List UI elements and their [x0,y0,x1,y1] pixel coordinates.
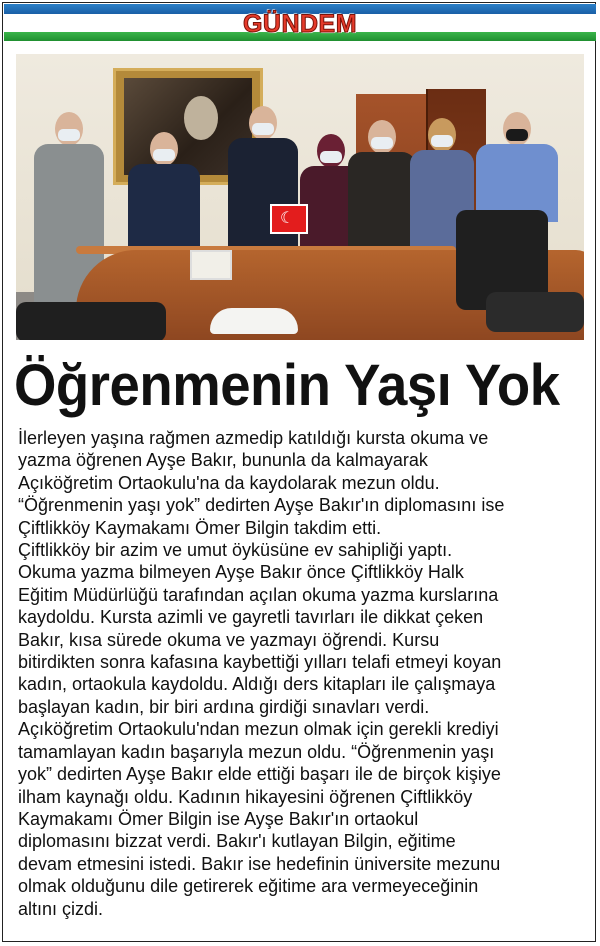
photo-person-body [348,152,416,250]
photo-person [476,112,558,222]
photo-person-mask [153,149,175,161]
photo-person-mask [431,135,453,147]
photo-person-mask [252,123,274,135]
article-line: Eğitim Müdürlüğü tarafından açılan okuma yazma kurslarına [18,584,499,605]
article-line: olmak olduğunu dile getirerek eğitime ara vermeyeceğinin [18,876,479,897]
article-line: Bakır, kısa sürede okuma ve yazmayı öğrendi. Kursu [18,629,440,650]
article-line: Açıköğretim Ortaokulu'ndan mezun olmak için gerekli krediyi [18,719,499,740]
photo-hat [210,308,298,334]
article-body [18,427,584,920]
photo-person-body [228,138,298,256]
photo-person-mask [58,129,80,141]
photo-desk-frame [190,250,232,280]
article-line: tamamlayan kadın başarıyla mezun oldu. “Öğrenmenin yaşı [18,741,495,762]
section-label: GÜNDEM [242,10,358,38]
photo-person-mask [320,151,342,163]
article-headline: Öğrenmenin Yaşı Yok [14,353,560,418]
photo-bag [486,292,584,332]
article-line: Çiftlikköy Kaymakamı Ömer Bilgin takdim etti. [18,517,382,538]
article-line: İlerleyen yaşına rağmen azmedip katıldığı kursta okuma ve [18,428,489,448]
article-line: yok” dedirten Ayşe Bakır elde ettiği başarı ile de birçok kişiye [18,764,501,785]
article-line: Açıköğretim Ortaokulu'na da kaydolarak mezun oldu. [18,472,440,493]
photo-person-mask [371,137,393,149]
news-photo [16,54,584,340]
photo-turkish-flag [270,204,308,234]
article-line: ilham kaynağı oldu. Kadının hikayesini öğrenen Çiftlikköy [18,786,473,807]
article-line: “Öğrenmenin yaşı yok” dedirten Ayşe Bakır'ın diplomasını ise [18,495,505,516]
article-line: Çiftlikköy bir azim ve umut öyküsüne ev sahipliği yaptı. [18,540,453,561]
article-line: bitirdikten sonra kafasına kaybettiği yılları telafi etmeyi koyan [18,652,502,673]
article-line: altını çizdi. [18,898,104,919]
photo-person [348,120,416,250]
article-line: devam etmesini istedi. Bakır ise hedefinin üniversite mezunu [18,853,501,874]
article-line: kadın, ortaokula kaydoldu. Aldığı ders kitapları ile çalışmaya [18,674,496,695]
photo-person-mask [506,129,528,141]
article-line: Kaymakamı Ömer Bilgin ise Ayşe Bakır'ın ortaokul [18,808,419,829]
article-line: Okuma yazma bilmeyen Ayşe Bakır önce Çiftlikköy Halk [18,562,464,583]
photo-chair [16,302,166,340]
article-line: kaydoldu. Kursta azimli ve gayretli tavırları ile dikkat çeken [18,607,484,628]
article-line: başlayan kadın, bir biri ardına girdiği sınavları verdi. [18,696,430,717]
section-header [4,4,596,42]
article-line: diplomasını bizzat verdi. Bakır'ı kutlayan Bilgin, eğitime [18,831,456,852]
article-line: yazma öğrenen Ayşe Bakır, bununla da kalmayarak [18,450,428,471]
crescent-star-icon: ☾ [280,210,295,227]
